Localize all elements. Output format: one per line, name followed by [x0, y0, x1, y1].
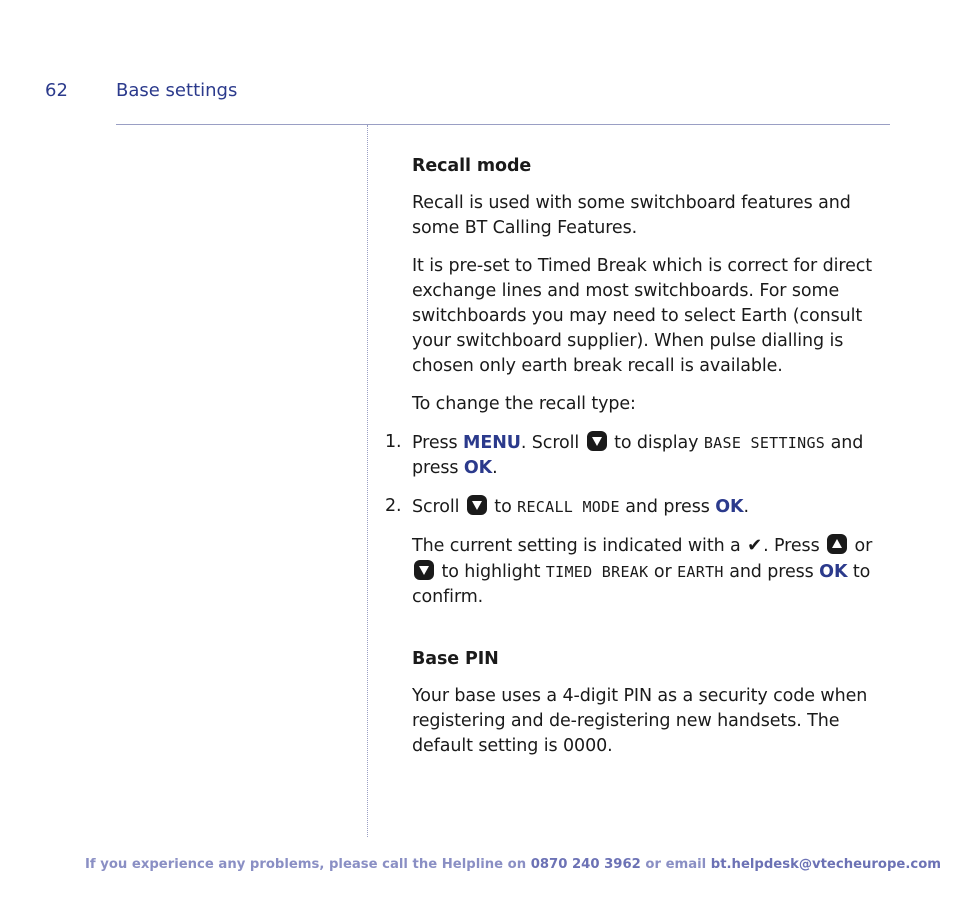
footer-text: or email [640, 857, 711, 872]
note-text: or [849, 536, 873, 556]
scroll-up-key-icon [826, 533, 848, 555]
ok-key-label: OK [463, 458, 493, 478]
step-1-text: and press [412, 433, 864, 478]
column-divider [367, 125, 368, 837]
footer-text: If you experience any problems, please call the Helpline on [85, 857, 531, 872]
ok-key-label: OK [715, 497, 744, 517]
lcd-earth: EARTH [677, 563, 724, 581]
base-pin-heading: Base PIN [412, 649, 499, 669]
step-1-text: Press [412, 433, 464, 453]
header-rule [116, 124, 890, 125]
recall-mode-heading: Recall mode [412, 156, 532, 176]
note-text: The current setting is indicated with a [412, 536, 747, 556]
recall-para-3: To change the recall type: [412, 394, 636, 414]
recall-note [412, 533, 892, 610]
step-2-text: . [743, 497, 749, 517]
step-1-text: . [492, 458, 498, 478]
note-text: or [648, 562, 678, 582]
step-2 [385, 494, 892, 520]
step-1-number: 1. [385, 432, 402, 452]
scroll-down-key-icon [466, 494, 488, 516]
note-text: to highlight [436, 562, 546, 582]
recall-para-2: It is pre-set to Timed Break which is correct for direct exchange lines and most switchboards. For some switchboards you may need to select Earth (consult your switchboard supplier). When pulse dialling is chosen only earth break recall is available. [412, 256, 873, 376]
main-content [385, 154, 892, 772]
scroll-down-key-icon [586, 430, 608, 452]
note-text: . Press [763, 536, 826, 556]
helpdesk-email: bt.helpdesk@vtecheurope.com [710, 857, 941, 872]
footer-helpline [85, 857, 941, 872]
note-text: to confirm. [412, 562, 871, 607]
step-2-text: to [488, 497, 518, 517]
scroll-down-key-icon [413, 559, 435, 581]
lcd-timed-break: TIMED BREAK [545, 563, 649, 581]
section-title: Base settings [116, 80, 238, 101]
ok-key-label: OK [819, 562, 848, 582]
step-1-text: to display [608, 433, 704, 453]
note-text: and press [723, 562, 820, 582]
step-2-text: and press [619, 497, 716, 517]
page-number: 62 [45, 80, 68, 101]
base-pin-para: Your base uses a 4-digit PIN as a security code when registering and de-registering new handsets. The default setting is 0000. [412, 686, 868, 756]
helpline-phone: 0870 240 3962 [530, 857, 641, 872]
step-2-number: 2. [385, 496, 402, 516]
tick-icon: ✔ [747, 535, 763, 556]
lcd-base-settings: BASE SETTINGS [703, 434, 826, 452]
lcd-recall-mode: RECALL MODE [517, 498, 620, 516]
recall-para-1: Recall is used with some switchboard features and some BT Calling Features. [412, 193, 851, 238]
step-1 [385, 430, 892, 481]
menu-key-label: MENU [463, 433, 521, 453]
step-2-text: Scroll [412, 497, 465, 517]
step-1-text: . Scroll [520, 433, 585, 453]
